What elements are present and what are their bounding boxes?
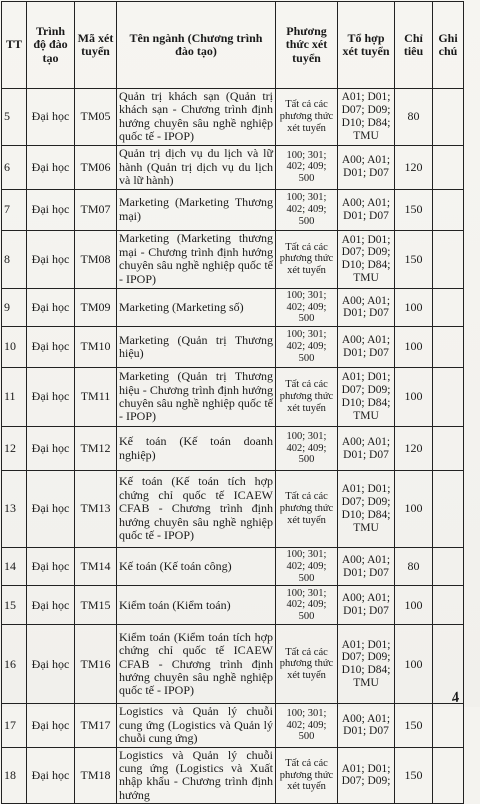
program-name-cell: Marketing (Quản trị Thương hiệu - Chương trình định hướng chuyên sâu nghề nghiệp quốc tế - IPOP) (117, 368, 276, 427)
subject-combination-cell: A01; D01; D07; D09; D10; D84; TMU (338, 230, 395, 288)
admission-code-cell: TM14 (75, 548, 117, 586)
program-name-cell: Kế toán (Kế toán tích hợp chứng chỉ quốc tế ICAEW CFAB - Chương trình định hướng chuyên sâu nghề nghiệp quốc tế - IPOP) (117, 471, 276, 548)
header-level: Trình độ đào tạo (27, 2, 75, 89)
header-tt: TT (2, 2, 27, 89)
note-cell (433, 586, 464, 625)
admission-method-cell: 100; 301; 402; 409; 500 (276, 288, 338, 326)
note-cell (433, 189, 464, 230)
training-level-cell: Đại học (27, 189, 75, 230)
row-number-cell: 9 (2, 288, 27, 326)
row-number-cell: 17 (2, 704, 27, 747)
table-row (2, 625, 464, 704)
table-header-row (2, 2, 464, 89)
table-row (2, 145, 464, 189)
row-number-cell: 13 (2, 471, 27, 548)
table-row (2, 288, 464, 326)
header-program-name: Tên ngành (Chương trình đào tạo) (117, 2, 276, 89)
table-body (2, 89, 464, 804)
admission-method-cell: Tất cả các phương thức xét tuyển (276, 625, 338, 704)
table-row (2, 747, 464, 804)
quota-cell: 100 (395, 586, 433, 625)
subject-combination-cell: A01; D01; D07; D09; D10; D84; TMU (338, 368, 395, 427)
admission-code-cell: TM09 (75, 288, 117, 326)
program-name-cell: Logistics và Quản lý chuỗi cung ứng (Logistics và Quản lý chuỗi cung ứng) (117, 704, 276, 747)
row-number-cell: 15 (2, 586, 27, 625)
page-number: 4 (450, 689, 461, 707)
row-number-cell: 5 (2, 89, 27, 146)
admission-method-cell: 100; 301; 402; 409; 500 (276, 189, 338, 230)
program-name-cell: Quản trị dịch vụ du lịch và lữ hành (Quản trị dịch vụ du lịch và lữ hành) (117, 145, 276, 189)
row-number-cell: 12 (2, 427, 27, 471)
note-cell (433, 548, 464, 586)
training-level-cell: Đại học (27, 586, 75, 625)
program-name-cell: Kiểm toán (Kiểm toán) (117, 586, 276, 625)
subject-combination-cell: A01; D01; D07; D09; D10; D84; TMU (338, 625, 395, 704)
note-cell (433, 704, 464, 747)
admission-code-cell: TM11 (75, 368, 117, 427)
training-level-cell: Đại học (27, 230, 75, 288)
program-name-cell: Logistics và Quản lý chuỗi cung ứng (Logistics và Xuất nhập khẩu - Chương trình định hướng (117, 747, 276, 804)
program-name-cell: Kế toán (Kế toán công) (117, 548, 276, 586)
table-row (2, 327, 464, 368)
subject-combination-cell: A00; A01; D01; D07 (338, 288, 395, 326)
training-level-cell: Đại học (27, 471, 75, 548)
header-combination: Tổ hợp xét tuyển (338, 2, 395, 89)
admission-method-cell: Tất cả các phương thức xét tuyển (276, 747, 338, 804)
table-row (2, 471, 464, 548)
training-level-cell: Đại học (27, 704, 75, 747)
training-level-cell: Đại học (27, 288, 75, 326)
table-row (2, 89, 464, 146)
header-quota: Chỉ tiêu (395, 2, 433, 89)
quota-cell: 100 (395, 368, 433, 427)
training-level-cell: Đại học (27, 548, 75, 586)
row-number-cell: 16 (2, 625, 27, 704)
training-level-cell: Đại học (27, 327, 75, 368)
quota-cell: 100 (395, 625, 433, 704)
program-name-cell: Kiểm toán (Kiểm toán tích hợp chứng chỉ quốc tế ICAEW CFAB - Chương trình định hướng chuyên sâu nghề nghiệp quốc tế - IPOP) (117, 625, 276, 704)
note-cell (433, 427, 464, 471)
table-row (2, 704, 464, 747)
row-number-cell: 18 (2, 747, 27, 804)
note-cell (433, 230, 464, 288)
row-number-cell: 11 (2, 368, 27, 427)
admission-method-cell: Tất cả các phương thức xét tuyển (276, 230, 338, 288)
training-level-cell: Đại học (27, 368, 75, 427)
subject-combination-cell: A00; A01; D01; D07 (338, 586, 395, 625)
training-level-cell: Đại học (27, 89, 75, 146)
header-method: Phương thức xét tuyển (276, 2, 338, 89)
admission-method-cell: 100; 301; 402; 409; 500 (276, 586, 338, 625)
admission-method-cell: Tất cả các phương thức xét tuyển (276, 368, 338, 427)
table-row (2, 427, 464, 471)
row-number-cell: 7 (2, 189, 27, 230)
table-row (2, 189, 464, 230)
subject-combination-cell: A00; A01; D01; D07 (338, 189, 395, 230)
subject-combination-cell: A01; D01; D07; D09; D10; D84; TMU (338, 89, 395, 146)
note-cell (433, 368, 464, 427)
admission-code-cell: TM08 (75, 230, 117, 288)
admission-code-cell: TM12 (75, 427, 117, 471)
subject-combination-cell: A00; A01; D01; D07 (338, 327, 395, 368)
note-cell (433, 288, 464, 326)
quota-cell: 150 (395, 704, 433, 747)
quota-cell: 100 (395, 327, 433, 368)
subject-combination-cell: A00; A01; D01; D07 (338, 145, 395, 189)
row-number-cell: 14 (2, 548, 27, 586)
program-name-cell: Kế toán (Kế toán doanh nghiệp) (117, 427, 276, 471)
table-row (2, 368, 464, 427)
training-level-cell: Đại học (27, 145, 75, 189)
admission-code-cell: TM05 (75, 89, 117, 146)
note-cell (433, 327, 464, 368)
subject-combination-cell: A01; D01; D07; D09; (338, 747, 395, 804)
table-row (2, 230, 464, 288)
quota-cell: 150 (395, 230, 433, 288)
admission-code-cell: TM16 (75, 625, 117, 704)
quota-cell: 100 (395, 471, 433, 548)
admission-code-cell: TM13 (75, 471, 117, 548)
quota-cell: 150 (395, 747, 433, 804)
row-number-cell: 10 (2, 327, 27, 368)
program-name-cell: Marketing (Marketing số) (117, 288, 276, 326)
quota-cell: 80 (395, 89, 433, 146)
quota-cell: 80 (395, 548, 433, 586)
note-cell (433, 145, 464, 189)
program-name-cell: Quản trị khách sạn (Quản trị khách sạn - Chương trình định hướng chuyên sâu nghề nghiệp quốc tế - IPOP) (117, 89, 276, 146)
subject-combination-cell: A00; A01; D01; D07 (338, 704, 395, 747)
admission-method-cell: Tất cả các phương thức xét tuyển (276, 471, 338, 548)
admission-code-cell: TM10 (75, 327, 117, 368)
admission-code-cell: TM07 (75, 189, 117, 230)
admission-method-cell: 100; 301; 402; 409; 500 (276, 145, 338, 189)
admission-method-cell: 100; 301; 402; 409; 500 (276, 327, 338, 368)
subject-combination-cell: A00; A01; D01; D07 (338, 427, 395, 471)
quota-cell: 150 (395, 189, 433, 230)
training-level-cell: Đại học (27, 427, 75, 471)
quota-cell: 120 (395, 427, 433, 471)
training-level-cell: Đại học (27, 747, 75, 804)
admission-code-cell: TM18 (75, 747, 117, 804)
admission-code-cell: TM06 (75, 145, 117, 189)
admission-method-cell: 100; 301; 402; 409; 500 (276, 704, 338, 747)
program-name-cell: Marketing (Quản trị Thương hiệu) (117, 327, 276, 368)
admission-code-cell: TM15 (75, 586, 117, 625)
quota-cell: 100 (395, 288, 433, 326)
admission-method-cell: 100; 301; 402; 409; 500 (276, 548, 338, 586)
admission-method-cell: Tất cả các phương thức xét tuyển (276, 89, 338, 146)
admission-table (1, 1, 464, 804)
program-name-cell: Marketing (Marketing Thương mại) (117, 189, 276, 230)
note-cell (433, 747, 464, 804)
note-cell (433, 471, 464, 548)
admission-code-cell: TM17 (75, 704, 117, 747)
note-cell (433, 89, 464, 146)
quota-cell: 120 (395, 145, 433, 189)
row-number-cell: 8 (2, 230, 27, 288)
table-row (2, 548, 464, 586)
table-row (2, 586, 464, 625)
admission-method-cell: 100; 301; 402; 409; 500 (276, 427, 338, 471)
training-level-cell: Đại học (27, 625, 75, 704)
subject-combination-cell: A00; A01; D01; D07 (338, 548, 395, 586)
header-code: Mã xét tuyển (75, 2, 117, 89)
program-name-cell: Marketing (Marketing thương mại - Chương trình định hướng chuyên sâu nghề nghiệp quốc tế - IPOP) (117, 230, 276, 288)
header-note: Ghi chú (433, 2, 464, 89)
row-number-cell: 6 (2, 145, 27, 189)
subject-combination-cell: A01; D01; D07; D09; D10; D84; TMU (338, 471, 395, 548)
